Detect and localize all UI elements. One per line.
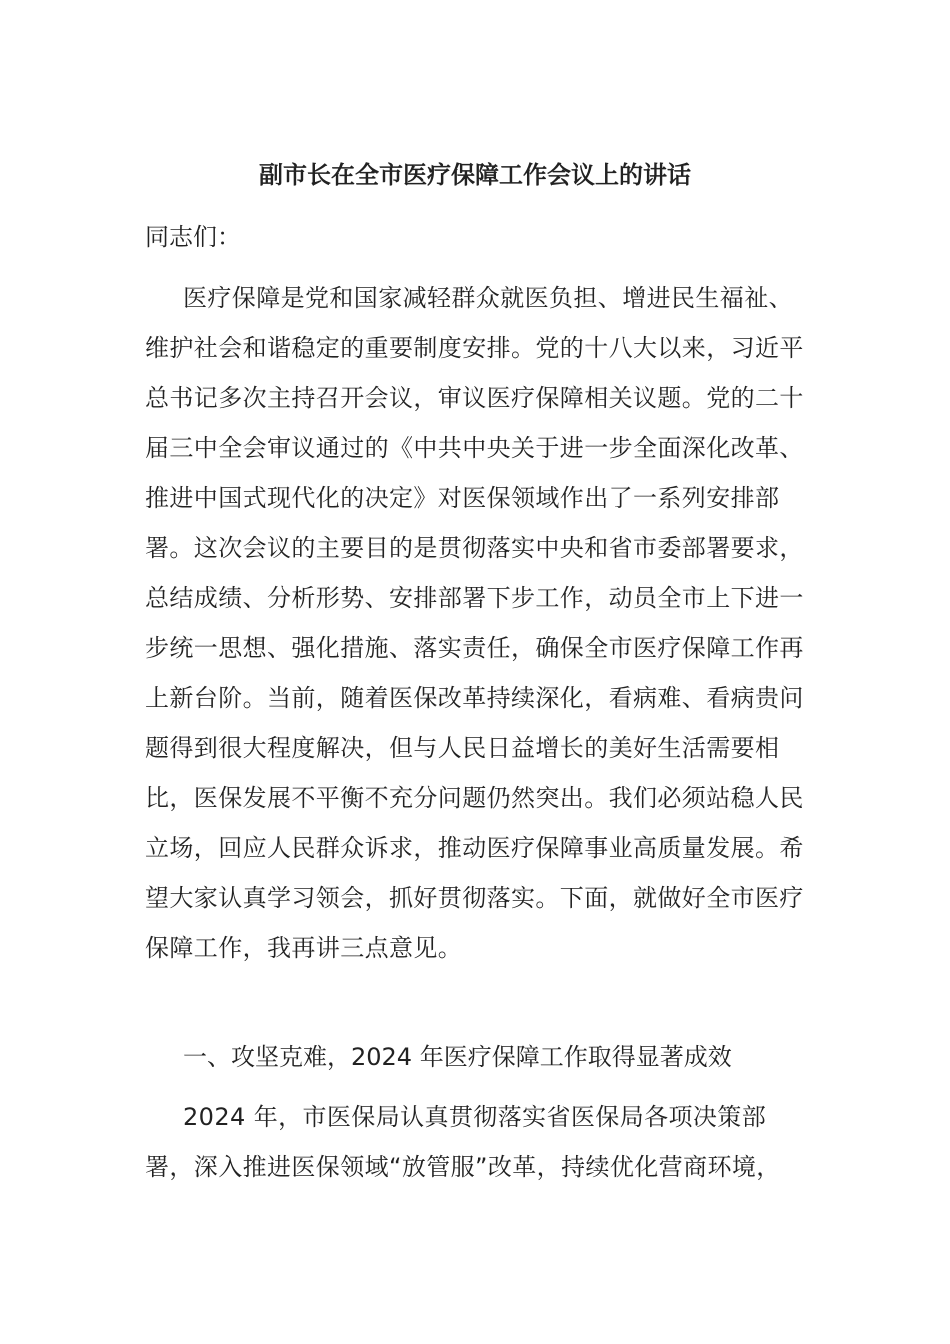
section-paragraph: 2024 年，市医保局认真贯彻落实省医保局各项决策部署，深入推进医保领域“放管服”改革，持续优化营商环境，: [145, 1103, 781, 1181]
section-heading: 一、攻坚克难，2024 年医疗保障工作取得显著成效: [183, 1043, 732, 1071]
intro-paragraph: 医疗保障是党和国家减轻群众就医负担、增进民生福祉、维护社会和谐稳定的重要制度安排。党的十八大以来，习近平总书记多次主持召开会议，审议医疗保障相关议题。党的二十届三中全会审议通过的《中共中央关于进一步全面深化改革、推进中国式现代化的决定》对医保领域作出了一系列安排部署。这次会议的主要目的是贯彻落实中央和省市委部署要求，总结成绩、分析形势、安排部署下步工作，动员全市上下进一步统一思想、强化措施、落实责任，确保全市医疗保障工作再上新台阶。当前，随着医保改革持续深化，看病难、看病贵问题得到很大程度解决，但与人民日益增长的美好生活需要相比，医保发展不平衡不充分问题仍然突出。我们必须站稳人民立场，回应人民群众诉求，推动医疗保障事业高质量发展。希望大家认真学习领会，抓好贯彻落实。下面，就做好全市医疗保障工作，我再讲三点意见。: [145, 284, 804, 962]
document-title: 副市长在全市医疗保障工作会议上的讲话: [259, 161, 691, 189]
salutation: 同志们：: [145, 223, 241, 251]
